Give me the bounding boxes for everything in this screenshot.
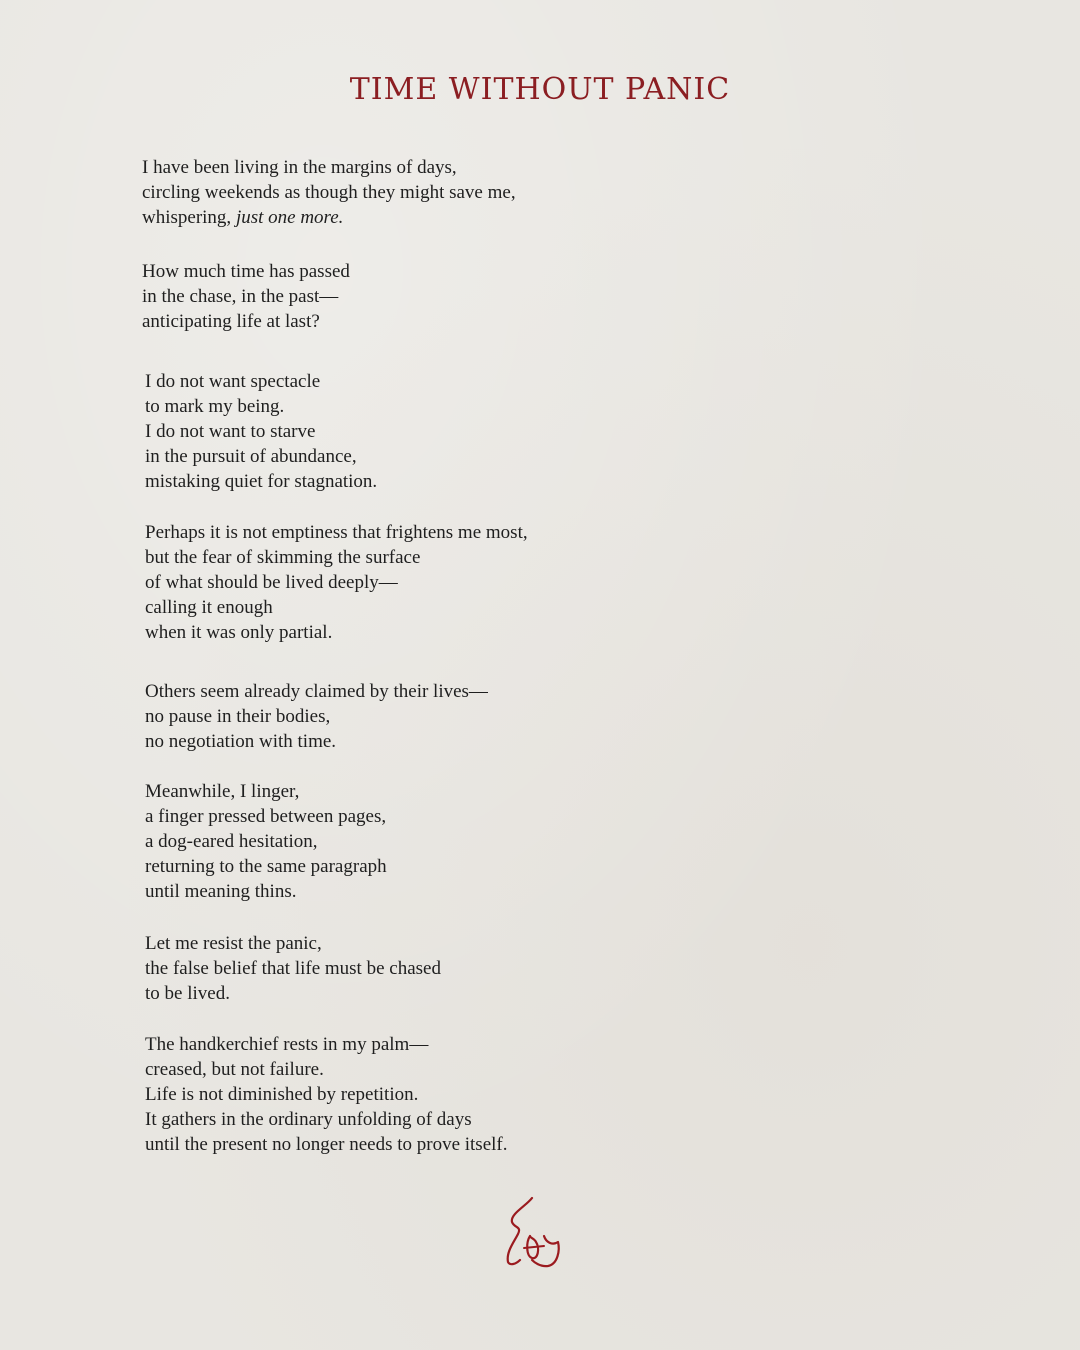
poem-line: mistaking quiet for stagnation. (145, 471, 378, 492)
poem-line: I do not want spectacle (145, 371, 321, 392)
poem-line: I have been living in the margins of days, (142, 157, 457, 178)
poem-line: a dog-eared hesitation, (145, 831, 318, 852)
poem-line: no negotiation with time. (145, 731, 337, 752)
poem-line: until the present no longer needs to prove itself. (145, 1134, 508, 1155)
poem-title: TIME WITHOUT PANIC (349, 72, 731, 107)
italic-phrase: just one more. (235, 207, 344, 228)
poem-line: to mark my being. (145, 396, 285, 417)
stanza-5 (145, 679, 488, 754)
stanza-7 (145, 931, 441, 1006)
stanza-3 (145, 369, 377, 494)
poem-line: to be lived. (145, 983, 230, 1004)
poem-line: in the pursuit of abundance, (145, 446, 357, 467)
poem-line: in the chase, in the past— (142, 286, 339, 307)
poem-line: but the fear of skimming the surface (145, 547, 421, 568)
signature-icon (500, 1192, 572, 1272)
stanza-8 (145, 1032, 508, 1157)
poem-line: circling weekends as though they might save me, (142, 182, 516, 203)
poem-line: How much time has passed (142, 261, 350, 282)
poem-line: The handkerchief rests in my palm— (145, 1034, 429, 1055)
poem-line: Let me resist the panic, (145, 933, 322, 954)
poem-line: of what should be lived deeply— (145, 572, 398, 593)
stanza-4 (145, 520, 528, 645)
poem-line: anticipating life at last? (142, 311, 320, 332)
poem-line: It gathers in the ordinary unfolding of days (145, 1109, 472, 1130)
poem-line: when it was only partial. (145, 622, 333, 643)
poem-line: Perhaps it is not emptiness that frightens me most, (145, 522, 528, 543)
poem-line: returning to the same paragraph (145, 856, 387, 877)
poem-line: until meaning thins. (145, 881, 297, 902)
poem-line: the false belief that life must be chased (145, 958, 441, 979)
stanza-6 (145, 779, 387, 904)
poem-line: a finger pressed between pages, (145, 806, 387, 827)
poem-line: creased, but not failure. (145, 1059, 324, 1080)
poem-line: Meanwhile, I linger, (145, 781, 300, 802)
poem-line (142, 205, 516, 230)
poem-line: I do not want to starve (145, 421, 316, 442)
poem-line: Others seem already claimed by their lives— (145, 681, 488, 702)
poem-line: Life is not diminished by repetition. (145, 1084, 419, 1105)
poem-line: calling it enough (145, 597, 273, 618)
stanza-2 (142, 259, 350, 334)
stanza-1 (142, 155, 516, 230)
poem-line-text: whispering, (142, 207, 236, 228)
poem-line: no pause in their bodies, (145, 706, 331, 727)
